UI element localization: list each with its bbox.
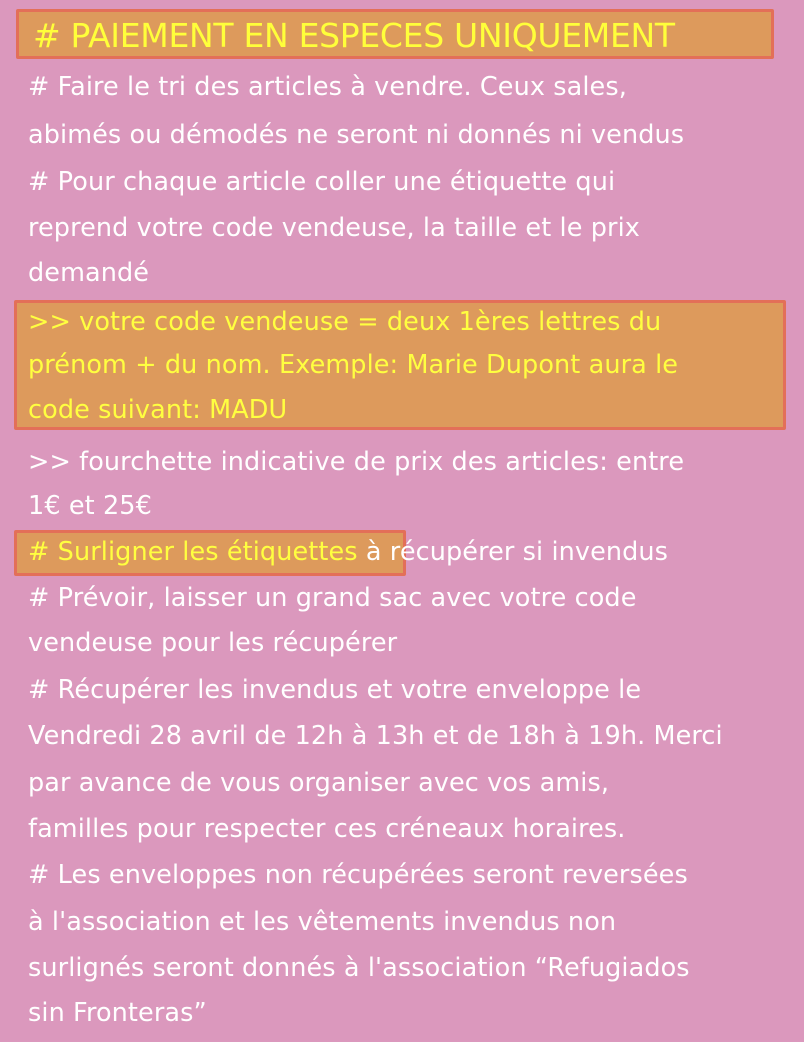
text-line: 1€ et 25€ [28, 491, 152, 521]
text-line: par avance de vous organiser avec vos amis, [28, 768, 610, 798]
highlighted-fragment: # Surligner les étiquettes [28, 537, 358, 567]
text-line: >> fourchette indicative de prix des articles: entre [28, 447, 685, 477]
text-line: # Prévoir, laisser un grand sac avec votre code [28, 583, 637, 613]
text-line: # Faire le tri des articles à vendre. Ceux sales, [28, 72, 627, 102]
page-title: # PAIEMENT EN ESPECES UNIQUEMENT [33, 16, 675, 55]
text-line: # Pour chaque article coller une étiquette qui [28, 167, 616, 197]
text-line: abimés ou démodés ne seront ni donnés ni vendus [28, 120, 685, 150]
text-line: surlignés seront donnés à l'association “Refugiados [28, 953, 690, 983]
text-line-mixed [28, 537, 668, 567]
text-line: Vendredi 28 avril de 12h à 13h et de 18h à 19h. Merci [28, 721, 723, 751]
title-highlight [16, 9, 774, 59]
text-line: à l'association et les vêtements invendus non [28, 907, 617, 937]
text-line: demandé [28, 258, 150, 288]
text-line: # Les enveloppes non récupérées seront reversées [28, 860, 688, 890]
text-line: vendeuse pour les récupérer [28, 628, 398, 658]
text-line-highlighted: code suivant: MADU [28, 395, 288, 425]
text-line: familles pour respecter ces créneaux horaires. [28, 814, 626, 844]
text-fragment: à récupérer si invendus [357, 537, 669, 567]
text-line-highlighted: prénom + du nom. Exemple: Marie Dupont aura le [28, 350, 679, 380]
text-line: sin Fronteras” [28, 998, 207, 1028]
text-line: reprend votre code vendeuse, la taille et le prix [28, 213, 640, 243]
text-line: # Récupérer les invendus et votre enveloppe le [28, 675, 642, 705]
text-line-highlighted: >> votre code vendeuse = deux 1ères lettres du [28, 307, 662, 337]
